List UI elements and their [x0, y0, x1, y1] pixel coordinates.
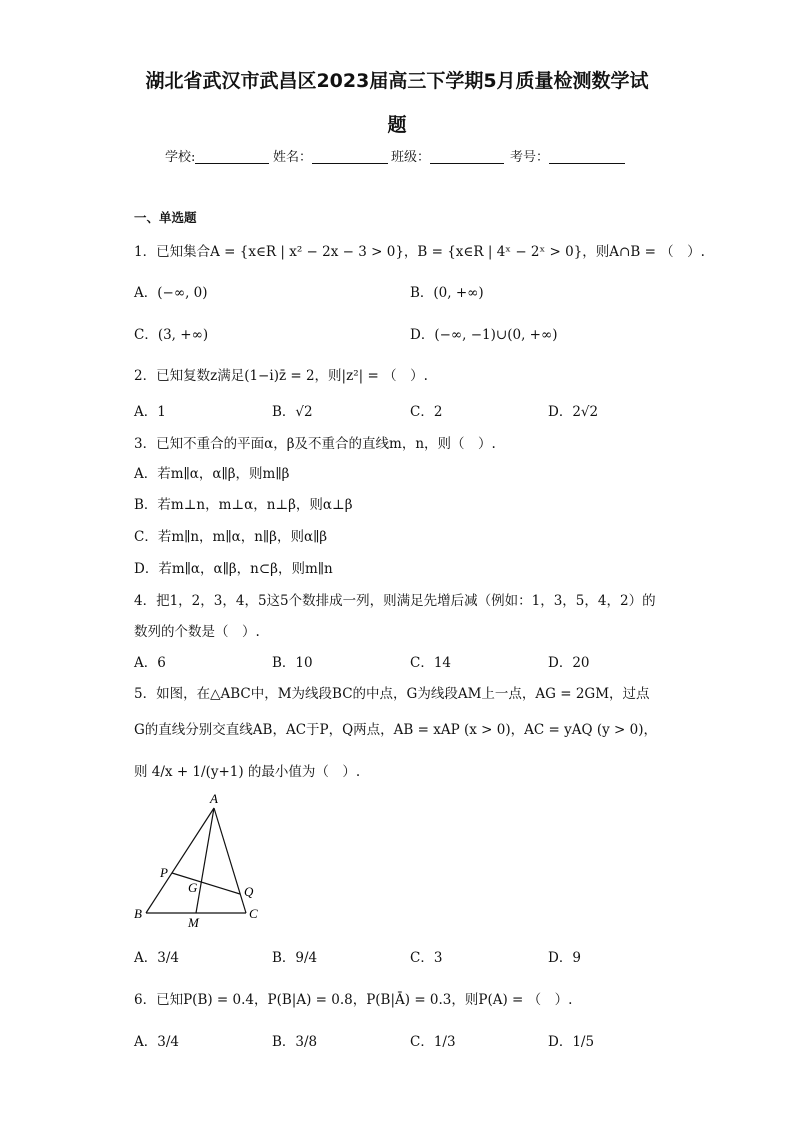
question-text-line1: 如图，在△ABC中，M为线段BC的中点，G为线段AM上一点，AG = 2GM，过点: [156, 686, 650, 702]
question-4: [134, 589, 656, 609]
label-c: C: [249, 906, 258, 921]
school-blank: [195, 149, 269, 164]
q6-option-a: A．3/4: [134, 1034, 179, 1050]
label-b: B: [134, 906, 142, 921]
q2-option-a: A．1: [134, 404, 166, 420]
question-6: [134, 988, 572, 1008]
question-number: 3．: [134, 436, 157, 452]
class-label: 班级：: [391, 150, 431, 165]
q1-option-c: C．(3, +∞): [134, 327, 209, 343]
q5-option-d: D．9: [548, 950, 581, 966]
q3-option-d: D．若m∥α，α∥β，n⊂β，则m∥n: [134, 561, 333, 577]
q3-option-c: C．若m∥n，m∥α，n∥β，则α∥β: [134, 529, 328, 545]
question-2: [134, 364, 428, 384]
q4-option-a: A．6: [134, 655, 166, 671]
segment-ab: [146, 808, 214, 913]
q3-option-b: B．若m⊥n，m⊥α，n⊥β，则α⊥β: [134, 497, 353, 513]
q5-option-b: B．9/4: [272, 950, 318, 966]
q4-option-b: B．10: [272, 655, 313, 671]
question-4-line2: 数列的个数是（ ）.: [134, 624, 260, 640]
q1-option-d: D．(−∞, −1)∪(0, +∞): [410, 327, 558, 343]
class-field: [391, 146, 504, 165]
school-field: [165, 146, 269, 165]
question-5: [134, 682, 650, 702]
question-5-line2: G的直线分别交直线AB，AC于P，Q两点，AB = xAP (x > 0)，AC = yAQ (y > 0)，: [134, 722, 657, 738]
triangle-figure: [128, 790, 268, 930]
question-text: 已知复数z满足(1−i)z̄ = 2，则|z²| = （ ）.: [156, 368, 428, 384]
name-label: 姓名：: [273, 150, 313, 165]
label-g: G: [188, 880, 198, 895]
question-number: 5．: [134, 686, 157, 702]
segment-ac: [214, 808, 246, 913]
label-q: Q: [244, 884, 254, 899]
q3-option-a: A．若m∥α，α∥β，则m∥β: [134, 466, 290, 482]
q1-option-b: B．(0, +∞): [410, 285, 484, 301]
name-blank: [312, 149, 388, 164]
page-title-line2: 题: [387, 114, 407, 136]
section-title: 一、单选题: [134, 210, 197, 225]
q6-option-b: B．3/8: [272, 1034, 318, 1050]
label-a: A: [210, 791, 218, 806]
question-text-line1: 把1，2，3，4，5这5个数排成一列，则满足先增后减（例如：1，3，5，4，2）的: [156, 593, 656, 609]
school-label: 学校:: [165, 150, 196, 165]
segment-am: [196, 808, 214, 913]
question-text: 已知集合A = {x∈R | x² − 2x − 3 > 0}，B = {x∈R | 4ˣ − 2ˣ > 0}，则A∩B = （ ）.: [156, 244, 705, 260]
class-blank: [430, 149, 504, 164]
q4-option-d: D．20: [548, 655, 590, 671]
question-5-line3: 则 4/x + 1/(y+1) 的最小值为（ ）.: [134, 764, 361, 780]
segment-pq: [172, 873, 240, 894]
question-1: [134, 240, 705, 260]
number-field: [510, 146, 625, 165]
question-number: 2．: [134, 368, 157, 384]
number-blank: [549, 149, 625, 164]
q2-option-d: D．2√2: [548, 404, 599, 420]
question-number: 1．: [134, 244, 157, 260]
question-3: [134, 432, 496, 452]
label-m: M: [188, 915, 199, 930]
number-label: 考号：: [510, 150, 550, 165]
q5-option-c: C．3: [410, 950, 443, 966]
question-text: 已知P(B) = 0.4，P(B|A) = 0.8，P(B|Ā) = 0.3，则P(A) = （ ）.: [156, 992, 573, 1008]
q2-option-b: B．√2: [272, 404, 313, 420]
question-number: 6．: [134, 992, 157, 1008]
q4-option-c: C．14: [410, 655, 452, 671]
question-number: 4．: [134, 593, 157, 609]
name-field: [273, 146, 388, 165]
page-title-line1: 湖北省武汉市武昌区2023届高三下学期5月质量检测数学试: [145, 70, 649, 92]
q6-option-d: D．1/5: [548, 1034, 595, 1050]
q5-option-a: A．3/4: [134, 950, 179, 966]
q2-option-c: C．2: [410, 404, 443, 420]
question-text: 已知不重合的平面α，β及不重合的直线m，n，则（ ）.: [156, 436, 496, 452]
q1-option-a: A．(−∞, 0): [134, 285, 208, 301]
label-p: P: [160, 865, 168, 880]
q6-option-c: C．1/3: [410, 1034, 456, 1050]
